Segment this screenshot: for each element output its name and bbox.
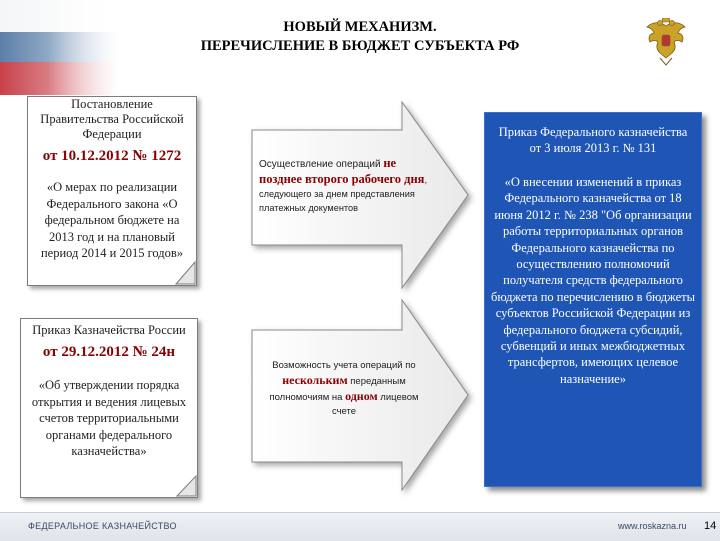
treasury-order-131-title: Приказ Федерального казначейства от 3 июля 2013 г. № 131	[498, 125, 688, 155]
title-line-1: НОВЫЙ МЕХАНИЗМ.	[283, 19, 437, 35]
arrow-1-post: , следующего за днем представления платежных документов	[259, 175, 428, 213]
treasury-order-title: Приказ Казначейства России	[32, 323, 186, 337]
arrow-1-emphasis: не позднее второго рабочего дня	[259, 156, 425, 186]
treasury-order-131-panel	[484, 112, 702, 487]
page-number: 14	[704, 520, 717, 532]
arrow-1-pre: Осуществление операций	[259, 159, 384, 170]
arrow-2-text	[259, 359, 429, 419]
footer-url: www.roskazna.ru	[618, 521, 687, 531]
title-line-2: ПЕРЕЧИСЛЕНИЕ В БЮДЖЕТ СУБЪЕКТА РФ	[200, 38, 520, 54]
arrow-2-post: лицевом счете	[331, 392, 419, 417]
treasury-order-131-text: «О внесении изменений в приказ Федерального казначейства от 18 июня 2012 г. № 238 "Об организации работы территориальных органов Федерального казначейства по осуществлению полномочий получателя средств федерального бюджета по перечислению в бюджеты субъектов Российской Федерации из федерального бюджета субсидий, субвенций и иных межбюджетных трансфертов, имеющих целевое назначение»	[491, 175, 696, 386]
arrow-2-mid: переданным полномочиям на	[269, 376, 406, 403]
treasury-order-text: «Об утверждении порядка открытия и ведения лицевых счетов территориальными органами федерального казначейства»	[31, 378, 187, 458]
footer-bar	[0, 512, 720, 541]
footer-org-logo: ФЕДЕРАЛЬНОЕ КАЗНАЧЕЙСТВО	[28, 521, 177, 531]
treasury-order-date: от 29.12.2012 № 24н	[42, 344, 176, 360]
resolution-title: Постановление Правительства Российской Федерации	[40, 97, 184, 141]
arrow-1-text	[259, 156, 427, 216]
arrow-2-emphasis-1: нескольким	[282, 373, 348, 387]
resolution-text: «О мерах по реализации Федерального закона «О федеральном бюджете на 2013 год и на плановый период 2014 и 2015 годов»	[40, 180, 184, 260]
resolution-date: от 10.12.2012 № 1272	[42, 148, 182, 164]
arrow-2-emphasis-2: одном	[345, 389, 378, 403]
folded-corner-icon	[177, 476, 196, 496]
folded-corner-icon	[176, 262, 195, 284]
arrow-2-pre: Возможность учета операций по	[272, 360, 416, 371]
